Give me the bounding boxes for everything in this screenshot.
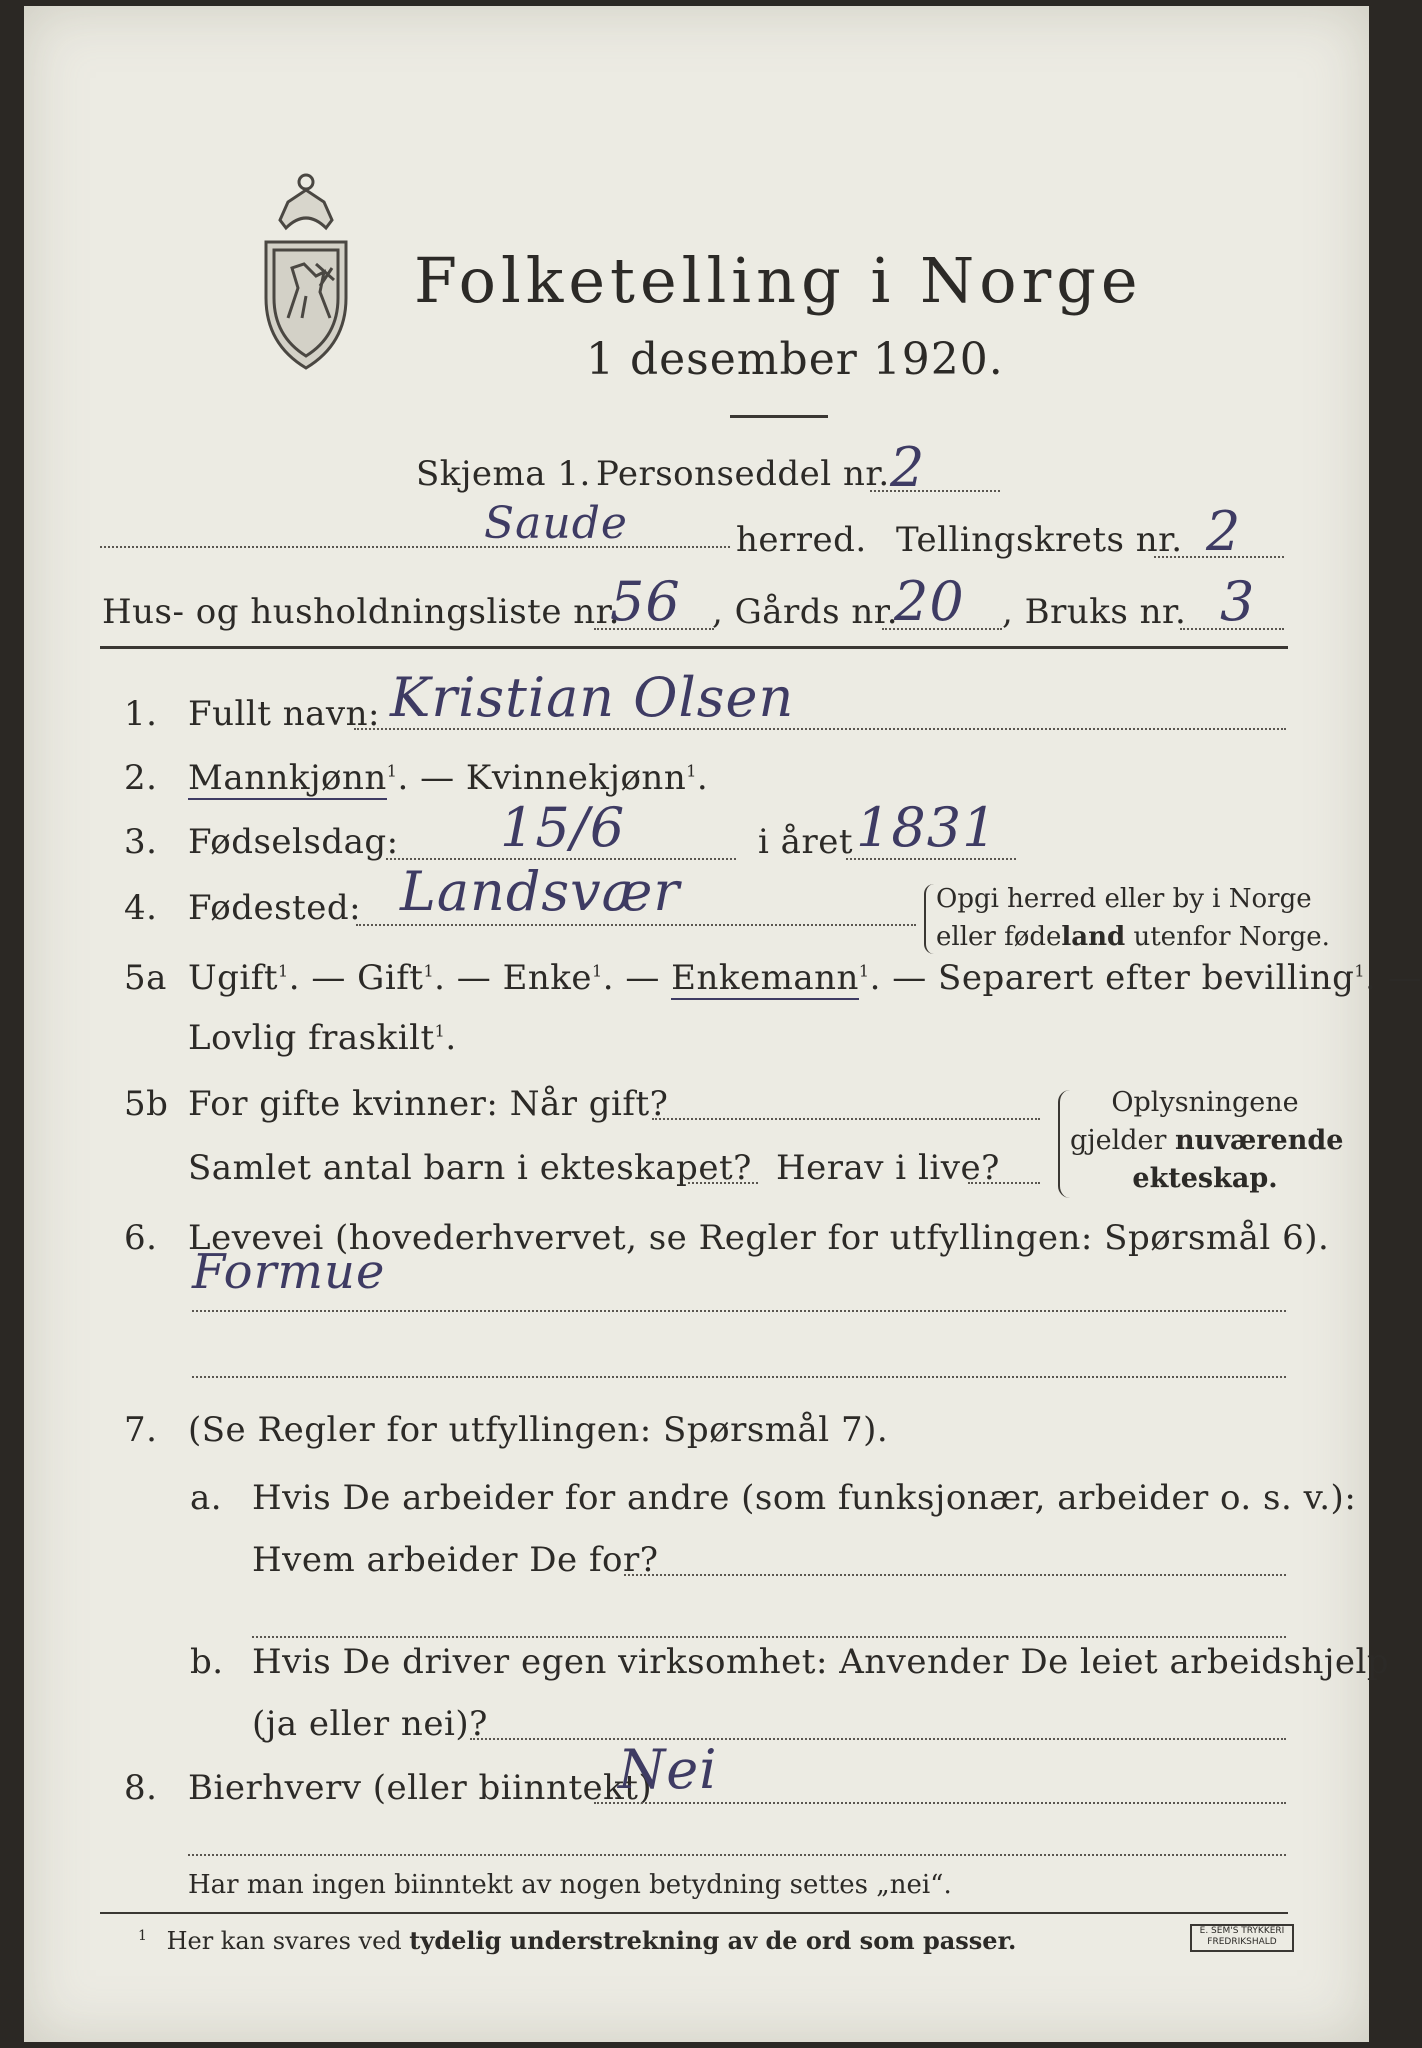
option-gift[interactable]: Gift: [357, 958, 424, 998]
coat-of-arms-icon: [246, 168, 366, 374]
printer-mark: E. SEM'S TRYKKERI FREDRIKSHALD: [1190, 1924, 1294, 1952]
option-enkemann[interactable]: Enkemann: [671, 958, 859, 998]
skjema-label: Skjema 1.: [416, 454, 591, 494]
q5b-line2a: Samlet antal barn i ekteskapet?: [188, 1148, 752, 1188]
q6-label: Levevei (hovederhvervet, se Regler for utfyllingen: Spørsmål 6).: [188, 1218, 1330, 1258]
option-mannkjonn[interactable]: Mannkjønn: [188, 758, 387, 798]
q5b-line1: For gifte kvinner: Når gift?: [188, 1084, 669, 1124]
q8-number: 8.: [124, 1768, 158, 1808]
herred-label: herred.: [736, 520, 867, 560]
side-income-value[interactable]: Nei: [618, 1738, 718, 1801]
q6-number: 6.: [124, 1218, 158, 1258]
occupation-value[interactable]: Formue: [192, 1244, 386, 1300]
gards-label: , Gårds nr.: [712, 592, 899, 632]
footnote-rule: [100, 1912, 1288, 1914]
bruks-label: , Bruks nr.: [1002, 592, 1187, 632]
q5a-number: 5a: [124, 958, 167, 998]
q7-number: 7.: [124, 1410, 158, 1450]
q7a-letter: a.: [190, 1478, 223, 1518]
q4-label: Fødested:: [188, 888, 362, 928]
q5a-options: Ugift$^1$. — Gift$^1$. — Enke$^1$. — Enkemann$^1$. — Separert efter bevilling$^1$. —: [188, 958, 1422, 998]
q7b-line1: Hvis De driver egen virksomhet: Anvender De leiet arbeidshjelp: [252, 1642, 1390, 1682]
hus-label: Hus- og husholdningsliste nr.: [102, 592, 620, 632]
q7-label: (Se Regler for utfyllingen: Spørsmål 7).: [188, 1410, 889, 1450]
birthyear-value[interactable]: 1831: [856, 796, 998, 859]
personseddel-label: Personseddel nr.: [596, 454, 890, 494]
form-title: Folketelling i Norge: [414, 244, 1143, 317]
census-form-page: [24, 6, 1422, 2042]
tellingskrets-label: Tellingskrets nr.: [896, 520, 1183, 560]
personseddel-value[interactable]: 2: [890, 436, 926, 499]
q2-options: Mannkjønn$^1$. — Kvinnekjønn$^1$.: [188, 758, 709, 798]
census-date: 1 desember 1920.: [586, 334, 1004, 385]
q5b-line2b: Herav i live?: [776, 1148, 1000, 1188]
bruks-value[interactable]: 3: [1220, 570, 1256, 633]
option-kvinnekjonn[interactable]: Kvinnekjønn: [465, 758, 687, 798]
header-rule: [100, 646, 1288, 649]
footnote: $^1$ Her kan svares ved tydelig understrekning av de ord som passer.: [138, 1926, 1017, 1955]
q5b-note: Oplysningene gjelder nuværende ekteskap.: [1070, 1087, 1344, 1194]
option-separert[interactable]: Separert efter bevilling: [938, 958, 1355, 998]
nei-note: Har man ingen biinntekt av nogen betydning settes „nei“.: [188, 1870, 952, 1900]
tellingskrets-value[interactable]: 2: [1206, 500, 1242, 563]
q8-label: Bierhverv (eller biinntekt): [188, 1768, 653, 1808]
birthdate-value[interactable]: 15/6: [500, 796, 626, 859]
option-enke[interactable]: Enke: [502, 958, 593, 998]
full-name-value[interactable]: Kristian Olsen: [390, 666, 795, 729]
q1-number: 1.: [124, 694, 158, 734]
birthplace-value[interactable]: Landsvær: [400, 860, 681, 923]
q4-number: 4.: [124, 888, 158, 928]
q7b-letter: b.: [190, 1642, 224, 1682]
q1-label: Fullt navn:: [188, 694, 380, 734]
gards-value[interactable]: 20: [894, 570, 965, 633]
herred-value[interactable]: Saude: [484, 498, 628, 549]
q3-number: 3.: [124, 822, 158, 862]
q7b-line2: (ja eller nei)?: [252, 1704, 488, 1744]
option-lovlig-fraskilt[interactable]: Lovlig fraskilt$^1$.: [188, 1018, 457, 1058]
q3-label: Fødselsdag:: [188, 822, 399, 862]
hus-value[interactable]: 56: [610, 570, 681, 633]
q5b-number: 5b: [124, 1084, 169, 1124]
q7a-line1: Hvis De arbeider for andre (som funksjonær, arbeider o. s. v.):: [252, 1478, 1357, 1518]
title-divider: [730, 415, 828, 418]
year-label: i året: [758, 822, 853, 862]
birthplace-note: Opgi herred eller by i Norge eller fødeland utenfor Norge.: [936, 884, 1330, 952]
q2-number: 2.: [124, 758, 158, 798]
option-ugift[interactable]: Ugift: [188, 958, 279, 998]
q7a-line2: Hvem arbeider De for?: [252, 1540, 659, 1580]
